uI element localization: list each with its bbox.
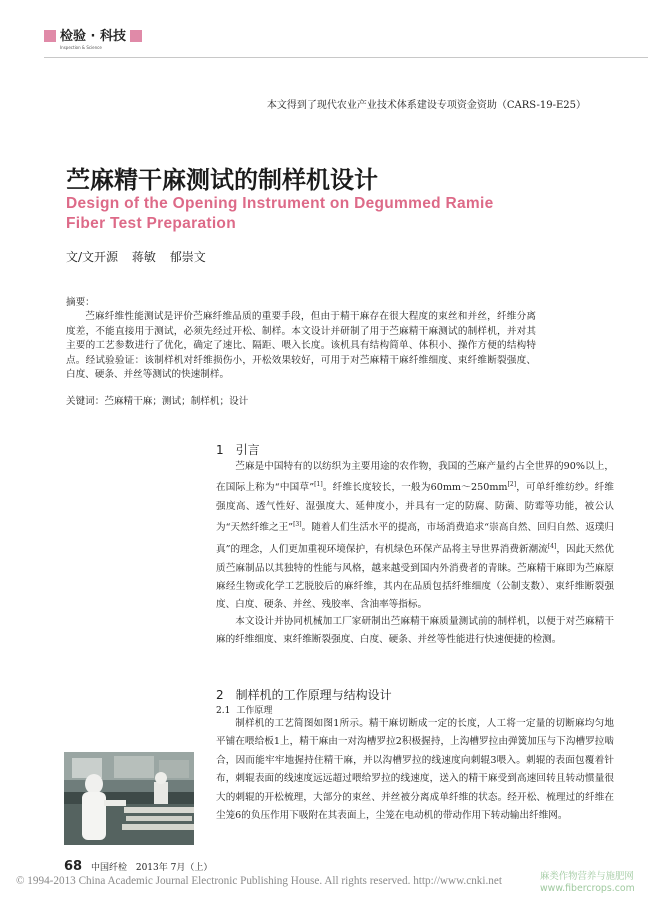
citation: [3] bbox=[293, 521, 302, 529]
section-number: 1 bbox=[216, 443, 224, 457]
article-title-english: Design of the Opening Instrument on Degummed Ramie Fiber Test Preparation bbox=[66, 195, 494, 232]
pink-square-icon bbox=[130, 30, 142, 42]
section-title: 制样机的工作原理与结构设计 bbox=[235, 688, 392, 702]
text-run: ，因此天然优质苎麻制品以其独特的性能与风格，越来越受到国内外消费者的青睐。苎麻精干麻即为苎麻原麻经生物或化学工艺脱胶后的麻纤维，其内在品质包括纤维细度（公制支数）、束纤维断裂强度、白度、硬条、并丝、残胶率、含油率等指标。 bbox=[216, 544, 614, 611]
section-title: 引言 bbox=[235, 443, 260, 457]
subsection-title: 工作原理 bbox=[236, 706, 273, 716]
journal-name: 中国纤检 bbox=[90, 863, 127, 873]
page-footer bbox=[64, 859, 212, 874]
author-name: 蒋敏 bbox=[131, 250, 156, 264]
article-title-chinese: 苎麻精干麻测试的制样机设计 bbox=[66, 166, 378, 194]
text-run: 。纤维长度较长，一般为60mm～250mm bbox=[322, 482, 508, 494]
text-run: 苎麻是中国特有的以纺织为主要用途的农作物，我国的苎麻产量约占全世界的90%以上，在国际上称为“中国草” bbox=[216, 461, 614, 494]
author-prefix: 文/ bbox=[66, 250, 83, 264]
factory-worker-photo bbox=[64, 752, 194, 845]
journal-issue: 2013年 7月（上） bbox=[135, 863, 213, 873]
paragraph: 本文设计并协同机械加工厂家研制出苎麻精干麻质量测试前的制样机，以便于对苎麻精干麻的纤维细度、束纤维断裂强度、白度、硬条、并丝等性能进行快速便捷的检测。 bbox=[216, 616, 614, 646]
site-watermark: 麻类作物营养与施肥网 www.fibercrops.com bbox=[540, 871, 635, 894]
header-divider bbox=[44, 57, 648, 58]
abstract-text: 苎麻纤维性能测试是评价苎麻纤维品质的重要手段，但由于精干麻存在很大程度的束丝和并丝，纤维分离度差，不能直接用于测试，必须先经过开松、制样。本文设计并研制了用于苎麻精干麻测试的制样机，并对其主要的工艺参数进行了优化，确定了速比、隔距、喂入长度。该机具有结构简单、体积小、操作方便的结构特点。经试验验证：该制样机对纤维损伤小，开松效果较好，可用于对苎麻精干麻纤维细度、束纤维断裂强度、白度、硬条、并丝等测试的快速制样。 bbox=[66, 311, 536, 381]
funding-note: 本文得到了现代农业产业技术体系建设专项资金资助（CARS-19-E25） bbox=[266, 100, 586, 111]
author-line bbox=[66, 248, 216, 265]
page-number: 68 bbox=[64, 859, 83, 874]
text-run: 。随着人们生活水平的提高，市场消费追求“崇高自然、回归自然、返璞归真”的理念，人们更加重视环境保护，有机绿色环保产品将主导世界消费新潮流 bbox=[216, 522, 615, 556]
abstract bbox=[66, 296, 536, 382]
citation: [1] bbox=[314, 481, 323, 489]
text-run: ，可单纤维纺纱。纤维强度高、透气性好、湿强度大、延伸度小，并具有一定的防腐、防菌、防霉等功能，被公认为“天然纤维之王” bbox=[216, 482, 614, 534]
abstract-label: 摘要： bbox=[66, 297, 95, 308]
citation: [4] bbox=[547, 543, 557, 550]
subsection-number: 2.1 bbox=[216, 706, 231, 716]
section-number: 2 bbox=[216, 688, 224, 702]
paragraph bbox=[216, 458, 614, 615]
section-name: 检验 · 科技 bbox=[60, 29, 126, 44]
keywords: 关键词：苎麻精干麻；测试；制样机；设计 bbox=[66, 396, 249, 407]
section-heading bbox=[216, 441, 260, 458]
citation: [2] bbox=[507, 481, 517, 489]
paragraph: 制样机的工艺简图如图1所示。精干麻切断成一定的长度，人工将一定量的切断麻均匀地平铺在喂给板1上，精干麻由一对沟槽罗拉2积极握持，上沟槽罗拉由弹簧加压与下沟槽罗拉啮合，因而能牢牢地握持住精干麻，并以沟槽罗拉的线速度向刺辊3喂入。刺辊的表面包覆着针布，刺辊表面的线速度远远超过喂给罗拉的线速度，送入的精干麻受到高速回转且转动惯量很大的刺辊的开松梳理，大部分的束丝、并丝被分离成单纤维的状态。经开松、梳理过的纤维在尘笼6的负压作用下吸附在其表面上，尘笼在电动机的带动作用下转动输出纤维网。 bbox=[216, 718, 614, 822]
section-heading bbox=[216, 686, 392, 703]
section-subtitle: Inspection & Science bbox=[60, 45, 102, 50]
journal-section-header bbox=[44, 29, 142, 50]
pink-square-icon bbox=[44, 30, 56, 42]
author-name: 郁崇文 bbox=[169, 250, 206, 264]
author-name: 文开源 bbox=[82, 250, 119, 264]
copyright-notice: © 1994-2013 China Academic Journal Electronic Publishing House. All rights reserved. http://www.cnki.net bbox=[16, 875, 502, 887]
